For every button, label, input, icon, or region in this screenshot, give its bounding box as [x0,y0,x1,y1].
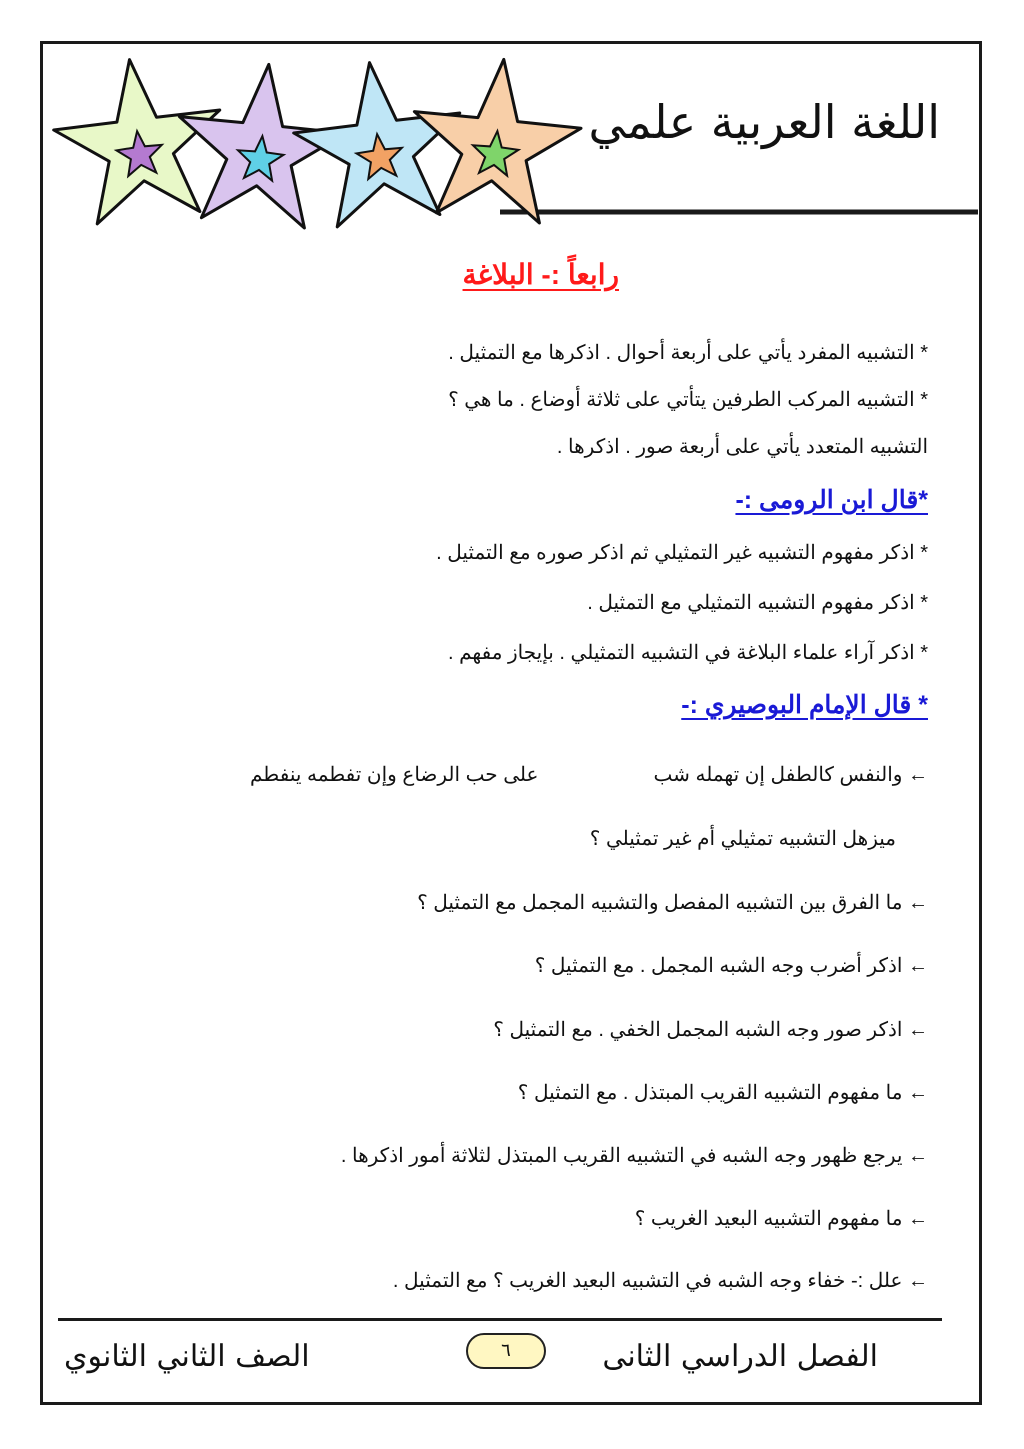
footer-grade: الصف الثاني الثانوي [64,1339,310,1374]
busiri-line-1: ميزهل التشبيه تمثيلي أم غير تمثيلي ؟ [589,828,896,850]
roumi-line-3: * اذكر آراء علماء البلاغة في التشبيه التمثيلي . بإيجاز مفهم . [447,642,928,664]
busiri-line-4: ← اذكر صور وجه الشبه المجمل الخفي . مع التمثيل ؟ [493,1019,928,1041]
footer-semester: الفصل الدراسي الثانى [602,1339,878,1374]
decorative-stars-icon [45,52,585,232]
verse-first-hemistich: ← والنفس كالطفل إن تهمله شب [653,764,928,786]
header-title: اللغة العربية علمي [588,95,940,149]
balagha-line-2: * التشبيه المركب الطرفين يتأتي على ثلاثة أوضاع . ما هي ؟ [448,389,928,411]
page-number: ٦ [501,1340,511,1361]
busiri-line-6: ← يرجع ظهور وجه الشبه في التشبيه القريب المبتذل لثلاثة أمور اذكرها . [340,1145,928,1167]
busiri-line-8: ← علل :- خفاء وجه الشبه في التشبيه البعيد الغريب ؟ مع التمثيل . [392,1270,928,1292]
busiri-line-3: ← اذكر أضرب وجه الشبه المجمل . مع التمثيل ؟ [534,955,928,977]
balagha-line-1: * التشبيه المفرد يأتي على أربعة أحوال . اذكرها مع التمثيل . [448,342,928,364]
roumi-line-2: * اذكر مفهوم التشبيه التمثيلي مع التمثيل . [587,592,928,614]
page-number-badge [466,1333,546,1369]
section-title-busiri: * قال الإمام البوصيري :- [681,691,928,719]
page-frame [40,41,982,1405]
busiri-line-5: ← ما مفهوم التشبيه القريب المبتذل . مع التمثيل ؟ [517,1082,928,1104]
verse-second-hemistich: على حب الرضاع وإن تفطمه ينفطم [250,764,539,786]
busiri-line-7: ← ما مفهوم التشبيه البعيد الغريب ؟ [634,1208,928,1230]
busiri-line-2: ← ما الفرق بين التشبيه المفصل والتشبيه المجمل مع التمثيل ؟ [417,892,928,914]
section-title-balagha: رابعاً :- البلاغة [462,259,619,290]
section-title-roumi: *قال ابن الرومى :- [735,486,928,514]
roumi-line-1: * اذكر مفهوم التشبيه غير التمثيلي ثم اذكر صوره مع التمثيل . [436,542,928,564]
footer-divider [58,1318,942,1321]
balagha-line-3: التشبيه المتعدد يأتي على أربعة صور . اذكرها . [556,436,928,458]
